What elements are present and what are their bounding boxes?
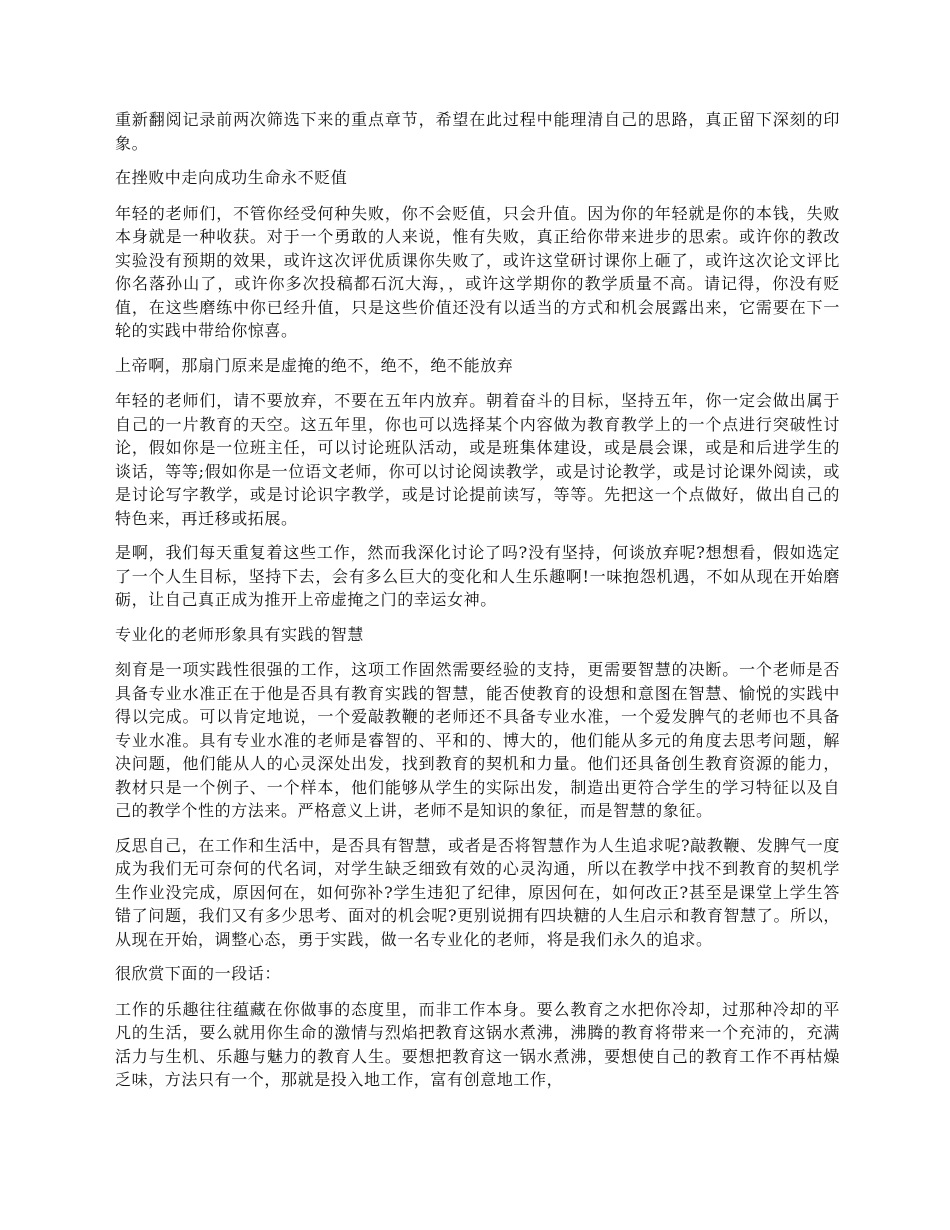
paragraph-quote: 工作的乐趣往往蕴藏在你做事的态度里，而非工作本身。要么教育之水把你冷却，过那种冷却的平凡的生活，要么就用你生命的激情与烈焰把教育这锅水煮沸，沸腾的教育将带来一个充沛的，充满活力与生机、乐趣与魅力的教育人生。要想把教育这一锅水煮沸，要想使自己的教育工作不再枯燥乏味，方法只有一个，那就是投入地工作，富有创意地工作， xyxy=(115,999,840,1089)
quote-intro: 很欣赏下面的一段话： xyxy=(115,964,282,983)
section-heading-never-give-up: 上帝啊，那扇门原来是虚掩的绝不，绝不，绝不能放弃 xyxy=(115,355,514,375)
paragraph-practice-wisdom: 刻育是一项实践性很强的工作，这项工作固然需要经验的支持，更需要智慧的决断。一个老师是否具备专业水准正在于他是否具有教育实践的智慧，能否使教育的设想和意图在智慧、愉悦的实践中得以完成。可以肯定地说，一个爱敲教鞭的老师还不具备专业水准，一个爱发脾气的老师也不具备专业水准。具有专业水准的老师是睿智的、平和的、博大的，他们能从多元的角度去思考问题，解决问题，他们能从人的心灵深处出发，找到教育的契机和力量。他们还具备创生教育资源的能力，教材只是一个例子、一个样本，他们能够从学生的实际出发，制造出更符合学生的学习特征以及自己的教学个性的方法来。严格意义上讲，老师不是知识的象征，而是智慧的象征。 xyxy=(115,660,840,820)
section-heading-failure: 在挫败中走向成功生命永不贬值 xyxy=(115,168,348,187)
section-heading-wisdom: 专业化的老师形象具有实践的智慧 xyxy=(115,624,365,644)
paragraph-persistence: 是啊，我们每天重复着这些工作，然而我深化讨论了吗?没有坚持，何谈放弃呢?想想看，假如选定了一个人生目标，坚持下去，会有多么巨大的变化和人生乐趣啊!一味抱怨机遇，不如从现在开始磨砺，让自己真正成为推开上帝虚掩之门的幸运女神。 xyxy=(115,543,840,609)
intro-paragraph: 重新翻阅记录前两次筛选下来的重点章节，希望在此过程中能理清自己的思路，真正留下深刻的印象。 xyxy=(115,110,840,153)
document-body xyxy=(115,108,840,1103)
paragraph-reflection: 反思自己，在工作和生活中，是否具有智慧，或者是否将智慧作为人生追求呢?敲教鞭、发脾气一度成为我们无可奈何的代名词，对学生缺乏细致有效的心灵沟通，所以在教学中找不到教育的契机学生作业没完成，原因何在，如何弥补?学生违犯了纪律，原因何在，如何改正?甚至是课堂上学生答错了问题，我们又有多少思考、面对的机会呢?更别说拥有四块糖的人生启示和教育智慧了。所以，从现在开始，调整心态，勇于实践，做一名专业化的老师，将是我们永久的追求。 xyxy=(115,835,840,949)
paragraph-five-years: 年轻的老师们，请不要放弃，不要在五年内放弃。朝着奋斗的目标，坚持五年，你一定会做出属于自己的一片教育的天空。这五年里，你也可以选择某个内容做为教育教学上的一个点进行突破性讨论，假如你是一位班主任，可以讨论班队活动，或是班集体建设，或是晨会课，或是和后进学生的谈话，等等;假如你是一位语文老师，你可以讨论阅读教学，或是讨论教学，或是讨论课外阅读，或是讨论写字教学，或是讨论识字教学，或是讨论提前读写，等等。先把这一个点做好，做出自己的特色来，再迁移或拓展。 xyxy=(115,391,840,528)
paragraph-failure: 年轻的老师们，不管你经受何种失败，你不会贬值，只会升值。因为你的年轻就是你的本钱，失败本身就是一种收获。对于一个勇敢的人来说，惟有失败，真正给你带来进步的思索。或许你的教改实验没有预期的效果，或许这次评优质课你失败了，或许这堂研讨课你上砸了，或许这次论文评比你名落孙山了，或许你多次投稿都石沉大海，，或许这学期你的教学质量不高。请记得，你没有贬值，在这些磨练中你已经升值，只是这些价值还没有以适当的方式和机会展露出来，它需要在下一轮的实践中带给你惊喜。 xyxy=(115,203,840,340)
